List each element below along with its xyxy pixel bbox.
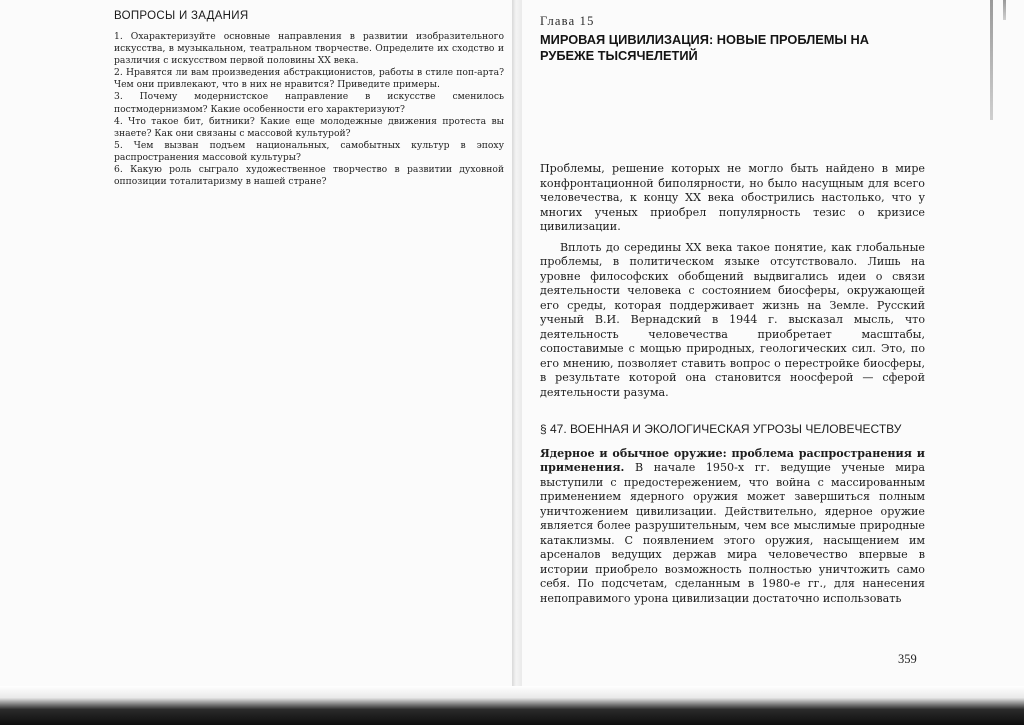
right-page [540, 14, 925, 612]
intro-paragraph: Проблемы, решение которых не могло быть найдено в мире конфронтационной биполярности, но было насущным для всего человечества, к концу XX века обострились настолько, что у многих ученых приобрел популярность тезис о кризисе цивилизации. [540, 162, 925, 233]
question-item: 5. Чем вызван подъем национальных, самобытных культур в эпоху распространения массовой культуры? [114, 139, 504, 163]
section-paragraph [540, 447, 925, 607]
questions-heading: ВОПРОСЫ И ЗАДАНИЯ [114, 10, 249, 22]
question-item: 2. Нравятся ли вам произведения абстракционистов, работы в стиле поп-арта? Чем они привлекают, что в них не нравится? Приведите примеры. [114, 67, 504, 91]
scan-bottom-edge [0, 686, 1024, 725]
section-heading: § 47. ВОЕННАЯ И ЭКОЛОГИЧЕСКАЯ УГРОЗЫ ЧЕЛОВЕЧЕСТВУ [540, 422, 902, 436]
run-in-heading: Ядерное и обычное оружие: проблема распространения и применения. [540, 446, 925, 474]
question-item: 3. Почему модернистское направление в искусстве сменилось постмодернизмом? Какие особенности его характеризуют? [114, 91, 504, 115]
question-item: 6. Какую роль сыграло художественное творчество в развитии духовной оппозиции тоталитаризму в нашей стране? [114, 164, 504, 188]
intro-paragraph: Вплоть до середины XX века такое понятие, как глобальные проблемы, в политическом языке отсутствовало. Лишь на уровне философских обобщений выдвигались идеи о связи деятельности человека с состоянием биосферы, окружающей его среды, которая поддерживает жизнь на Земле. Русский ученый В.И. Вернадский в 1944 г. высказал мысль, что деятельность человечества приобретает масштабы, сопоставимые с мощью природных, геологических сил. Это, по его мнению, позволяет ставить вопрос о перестройке биосферы, в результате которой она становится ноосферой — сферой деятельности разума. [540, 240, 925, 399]
left-page [114, 10, 504, 188]
section-text: В начале 1950-х гг. ведущие ученые мира выступили с предостережением, что война с массированным применением ядерного оружия может завершиться полным уничтожением цивилизации. Действительно, ядерное оружие является более разрушительным, чем все мыслимые природные катаклизмы. С появлением этого оружия, насыщением им арсеналов ведущих держав мира человечество впервые в истории приобрело возможность полностью уничтожить само себя. По подсчетам, сделанным в 1980-е гг., для нанесения непоправимого урона цивилизации достаточно использовать [540, 461, 925, 605]
book-gutter [512, 0, 522, 725]
chapter-label: Глава 15 [540, 14, 595, 28]
question-item: 1. Охарактеризуйте основные направления в развитии изобразительного искусства, в музыкальном, театральном творчестве. Определите их сходство и различия с искусством первой половины XX века. [114, 31, 504, 67]
page-edge-mark [990, 0, 993, 120]
question-item: 4. Что такое бит, битники? Какие еще молодежные движения протеста вы знаете? Как они связаны с массовой культурой? [114, 115, 504, 139]
page-edge-mark [1003, 0, 1006, 20]
chapter-title: МИРОВАЯ ЦИВИЛИЗАЦИЯ: НОВЫЕ ПРОБЛЕМЫ НА РУБЕЖЕ ТЫСЯЧЕЛЕТИЙ [540, 32, 869, 63]
page-number: 359 [898, 652, 917, 666]
